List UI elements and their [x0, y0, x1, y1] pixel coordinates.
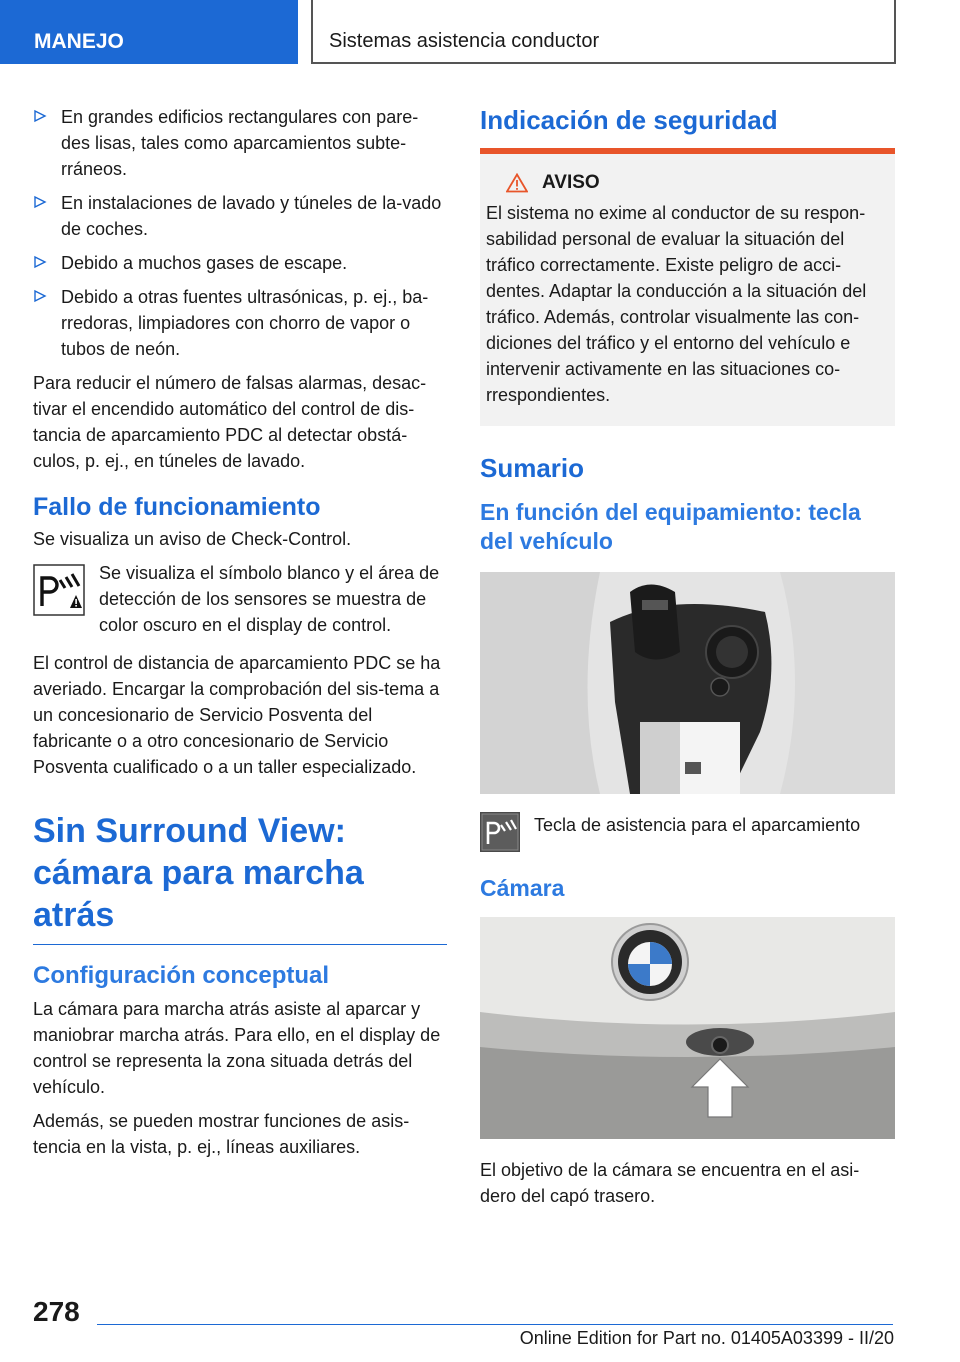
pdc-symbol-row: [33, 560, 447, 638]
list-item: En instalaciones de lavado y túneles de la-vado de coches.: [33, 190, 447, 242]
footer-divider: [97, 1324, 893, 1325]
parking-button-row: [480, 812, 895, 852]
fallo-detail-paragraph: El control de distancia de aparcamiento PDC se ha averiado. Encargar la comprobación del sis-tema a un concesionario de Servicio Posventa del fabricante o a otro concesionario de Servicio Posventa cualificado o a un taller especializado.: [33, 653, 441, 777]
config-paragraph-1: La cámara para marcha atrás asiste al aparcar y maniobrar marcha atrás. Para ello, en el display de control se representa la zona situada detrás del vehículo.: [33, 999, 441, 1097]
camera-location-text: El objetivo de la cámara se encuentra en el asi-dero del capó trasero.: [480, 1160, 860, 1206]
chapter-title: Sistemas asistencia conductor: [329, 30, 600, 52]
page-number: 278: [33, 1296, 80, 1327]
rear-camera-photo: [480, 917, 895, 1139]
false-alarm-paragraph: Para reducir el número de falsas alarmas, desac-tivar el encendido automático del control de dis-tancia de aparcamiento PDC al detectar obstá-culos, p. ej., en túneles de lavado.: [33, 373, 427, 471]
edition-note: Online Edition for Part no. 01405A03399 - II/20: [519, 1328, 894, 1348]
config-paragraph-2: Además, se pueden mostrar funciones de asis-tencia en la vista, p. ej., líneas auxiliares.: [33, 1111, 410, 1157]
right-column: [480, 104, 895, 1217]
equipment-heading: En función del equipamiento: tecla del vehículo: [480, 499, 861, 554]
triangle-bullet-icon: [33, 255, 47, 269]
parking-button-caption: Tecla de asistencia para el aparcamiento: [534, 815, 861, 835]
section-title: MANEJO: [34, 30, 124, 53]
triangle-bullet-icon: [33, 195, 47, 209]
triangle-bullet-icon: [33, 109, 47, 123]
config-heading: Configuración conceptual: [33, 962, 330, 989]
fallo-paragraph: Se visualiza un aviso de Check-Control.: [33, 529, 352, 549]
parking-assist-button-icon: [480, 812, 520, 852]
camara-heading: Cámara: [480, 875, 565, 901]
fallo-heading: Fallo de funcionamiento: [33, 493, 321, 521]
pdc-symbol-text: Se visualiza el símbolo blanco y el área de detección de los sensores se muestra de color oscuro en el display de control.: [99, 563, 440, 635]
sumario-heading: Sumario: [480, 453, 585, 483]
triangle-bullet-icon: [33, 289, 47, 303]
chapter-header: [311, 0, 896, 64]
safety-heading: Indicación de seguridad: [480, 105, 778, 135]
center-console-photo: [480, 572, 895, 794]
list-item: En grandes edificios rectangulares con pare-des lisas, tales como aparcamientos subte-rráneos.: [33, 104, 447, 182]
warning-triangle-icon: [506, 173, 528, 193]
section-tab: [0, 0, 298, 64]
warning-title: AVISO: [542, 172, 600, 193]
left-column: [33, 104, 447, 1168]
camera-section-heading: Sin Surround View: cámara para marcha atrás: [33, 810, 447, 945]
list-item: Debido a otras fuentes ultrasónicas, p. ej., ba-rredoras, limpiadores con chorro de vapor o tubos de neón.: [33, 284, 447, 362]
warning-title-row: [486, 172, 885, 194]
warning-text: El sistema no exime al conductor de su respon-sabilidad personal de evaluar la situación del tráfico correctamente. Existe peligro de acci-dentes. Adaptar la conducción a la situación del tráfico. Además, controlar visualmente las con-diciones del tráfico y el entorno del vehículo e intervenir activamente en las situaciones co-rrespondientes.: [486, 203, 867, 405]
bullet-list: [33, 104, 447, 362]
pdc-warning-icon: [33, 564, 85, 616]
list-item: Debido a muchos gases de escape.: [33, 250, 447, 276]
warning-box: [480, 148, 895, 426]
